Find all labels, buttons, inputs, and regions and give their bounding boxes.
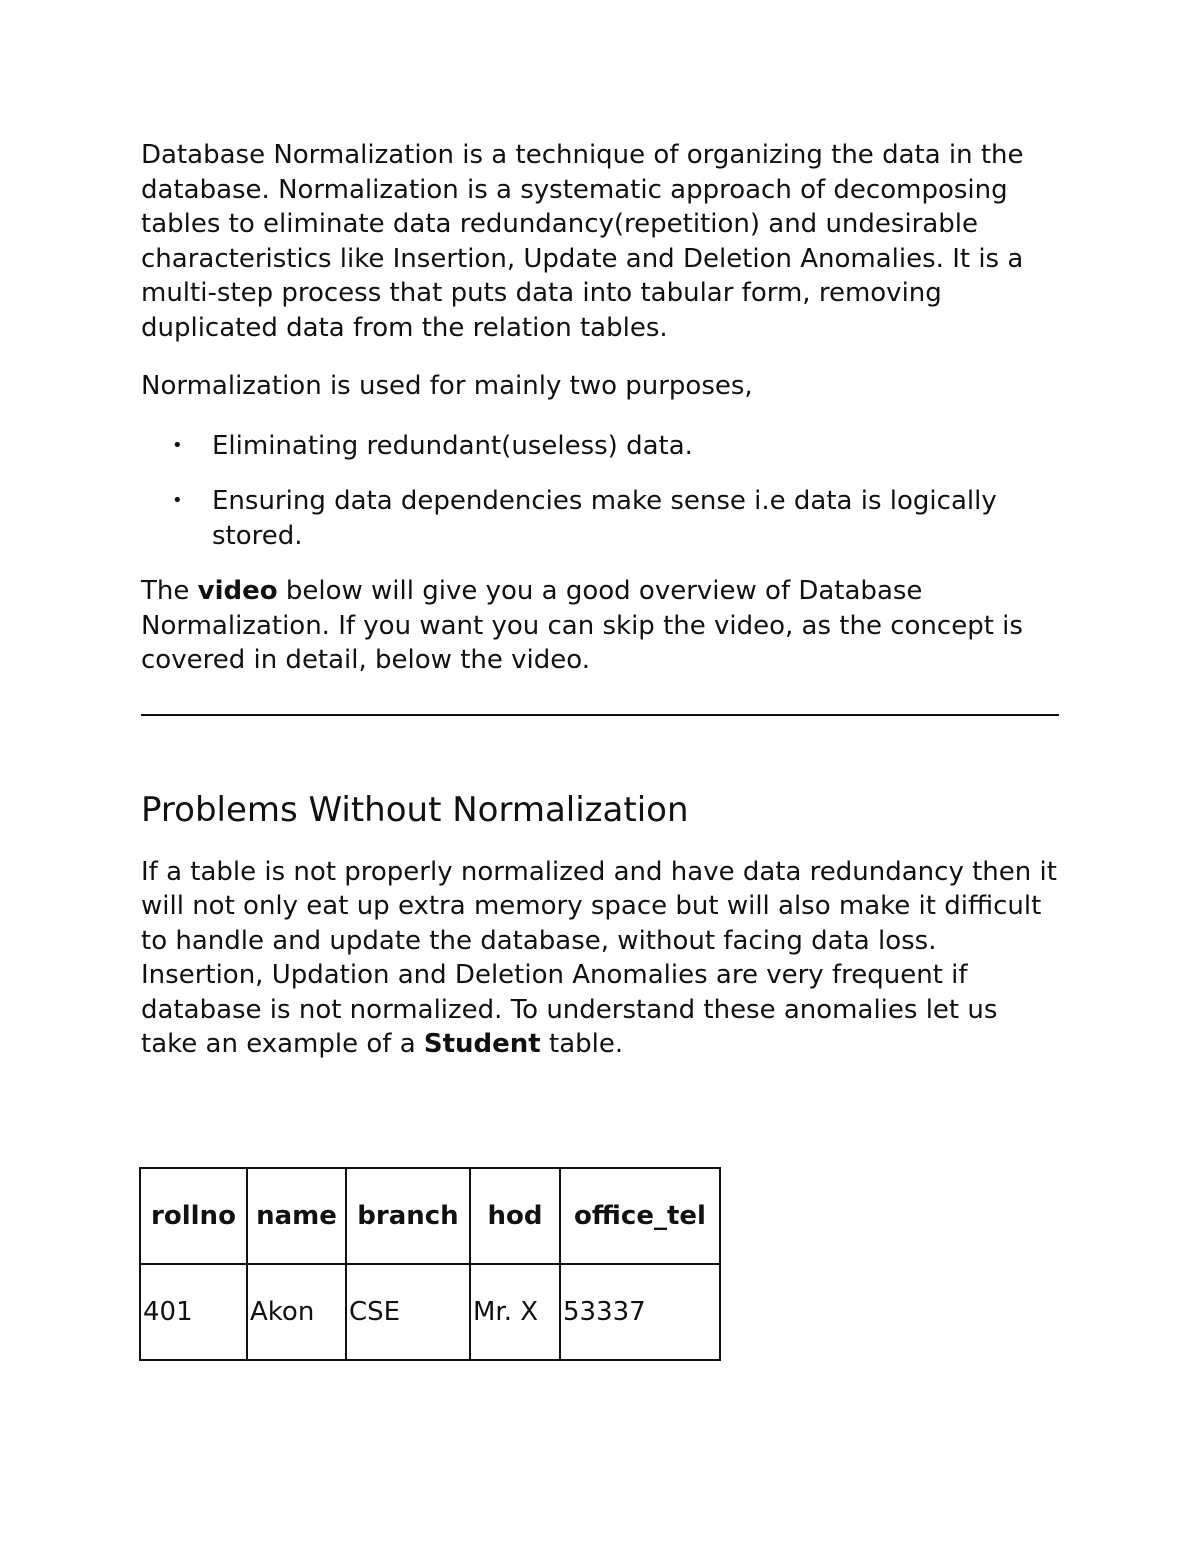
table-cell-rollno: 401: [140, 1264, 247, 1360]
video-note-before: The: [141, 576, 198, 606]
column-header-office-tel: office_tel: [560, 1168, 720, 1264]
column-header-name: name: [247, 1168, 346, 1264]
video-note-bold: video: [197, 576, 278, 606]
table-cell-name: Akon: [247, 1264, 346, 1360]
list-item-text: Eliminating redundant(useless) data.: [212, 430, 693, 461]
list-item: [141, 484, 1061, 553]
table-cell-office-tel: 53337: [560, 1264, 720, 1360]
table-cell-branch: CSE: [346, 1264, 470, 1360]
bullet-icon: •: [172, 490, 183, 511]
table-header-row: [140, 1168, 720, 1264]
section-paragraph: [141, 855, 1061, 1062]
video-note-after: below will give you a good overview of Database Normalization. If you want you can skip the video, as the concept is covered in detail, below the video.: [141, 576, 1023, 675]
list-item: [141, 429, 1061, 464]
bullet-icon: •: [172, 434, 183, 456]
purposes-lead: Normalization is used for mainly two purposes,: [141, 371, 753, 401]
section-heading: Problems Without Normalization: [141, 789, 689, 830]
section-paragraph-before: If a table is not properly normalized and have data redundancy then it will not only eat up extra memory space but will also make it difficult to handle and update the database, without facing data loss. Insertion, Updation and Deletion Anomalies are very frequent if database is not normalized. To understand these anomalies let us take an example of a: [141, 856, 1057, 1059]
table-cell-hod: Mr. X: [470, 1264, 560, 1360]
student-table: [139, 1167, 721, 1361]
list-item-text: Ensuring data dependencies make sense i.e data is logically stored.: [212, 486, 997, 551]
document-page: [141, 138, 1061, 1062]
column-header-branch: branch: [346, 1168, 470, 1264]
table-row: [140, 1264, 720, 1360]
section-paragraph-after: table.: [540, 1029, 624, 1059]
video-note: [141, 574, 1061, 678]
horizontal-rule: [141, 714, 1059, 716]
column-header-rollno: rollno: [140, 1168, 247, 1264]
intro-paragraph: Database Normalization is a technique of organizing the data in the database. Normalization is a systematic approach of decomposing tables to eliminate data redundancy(repetition) and undesirable characteristics like Insertion, Update and Deletion Anomalies. It is a multi-step process that puts data into tabular form, removing duplicated data from the relation tables.: [141, 140, 1024, 343]
section-paragraph-bold: Student: [423, 1029, 541, 1059]
purposes-list: [141, 429, 1061, 554]
column-header-hod: hod: [470, 1168, 560, 1264]
